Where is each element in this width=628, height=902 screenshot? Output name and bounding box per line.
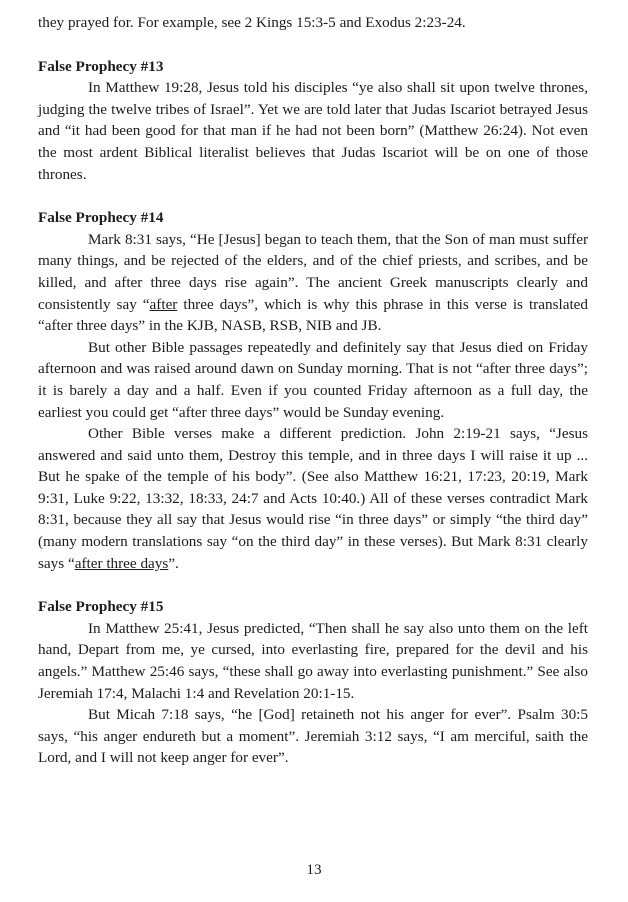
prophecy-14-paragraph-3 xyxy=(38,423,588,574)
underlined-text: after xyxy=(149,295,178,313)
page-number: 13 xyxy=(306,861,322,878)
heading-false-prophecy-14: False Prophecy #14 xyxy=(38,209,164,227)
text-run: Mark 8:31 says, “He [Jesus] began to teach them, that the Son of man must suffer many things, and be rejected of the elders, and of the chief priests, and scribes, and be killed, and after three days rise again”. The ancient Greek manuscripts clearly and consistently say “ xyxy=(38,230,588,313)
prophecy-15-paragraph-2: But Micah 7:18 says, “he [God] retaineth not his anger for ever”. Psalm 30:5 says, “his anger endureth but a moment”. Jeremiah 3:12 says, “I am merciful, saith the Lord, and I will not keep anger for ever”. xyxy=(38,706,588,767)
text-run: Other Bible verses make a different prediction. John 2:19-21 says, “Jesus answered and said unto them, Destroy this temple, and in three days I will raise it up ... But he spake of the temple of his body”. (See also Matthew 16:21, 17:23, 20:19, Mark 9:31, Luke 9:22, 13:32, 18:33, 24:7 and Acts 10:40.) All of these verses contradict Mark 8:31, because they all say that Jesus would rise “in three days” or simply “the third day” (many modern translations say “on the third day” in these verses). But Mark 8:31 clearly says “ xyxy=(38,425,588,572)
intro-tail-paragraph: they prayed for. For example, see 2 Kings 15:3-5 and Exodus 2:23-24. xyxy=(38,14,466,31)
prophecy-14-paragraph-1 xyxy=(38,229,588,337)
prophecy-14-paragraph-2: But other Bible passages repeatedly and definitely say that Jesus died on Friday afternoon and was raised around dawn on Sunday morning. That is not “after three days”; it is barely a day and a half. Even if you counted Friday afternoon as a full day, the earliest you could get “after three days” would be Sunday evening. xyxy=(38,338,588,421)
underlined-text: after three days xyxy=(74,554,169,572)
heading-false-prophecy-15: False Prophecy #15 xyxy=(38,598,164,616)
page-body xyxy=(38,12,588,769)
text-run: ”. xyxy=(168,554,179,572)
prophecy-15-paragraph-1: In Matthew 25:41, Jesus predicted, “Then shall he say also unto them on the left hand, Depart from me, ye cursed, into everlasting fire, prepared for the devil and his angels.” Matthew 25:46 says, “these shall go away into everlasting punishment.” See also Jeremiah 17:4, Malachi 1:4 and Revelation 20:1-15. xyxy=(38,619,588,702)
text-run: three days”, which is why this phrase in this verse is translated “after three days” in the KJB, NASB, RSB, NIB and JB. xyxy=(38,295,588,335)
heading-false-prophecy-13: False Prophecy #13 xyxy=(38,57,164,75)
prophecy-13-paragraph: In Matthew 19:28, Jesus told his disciples “ye also shall sit upon twelve thrones, judging the twelve tribes of Israel”. Yet we are told later that Judas Iscariot betrayed Jesus and “it had been good for that man if he had not been born” (Matthew 26:24). Not even the most ardent Biblical literalist believes that Judas Iscariot will be on one of those thrones. xyxy=(38,79,588,183)
